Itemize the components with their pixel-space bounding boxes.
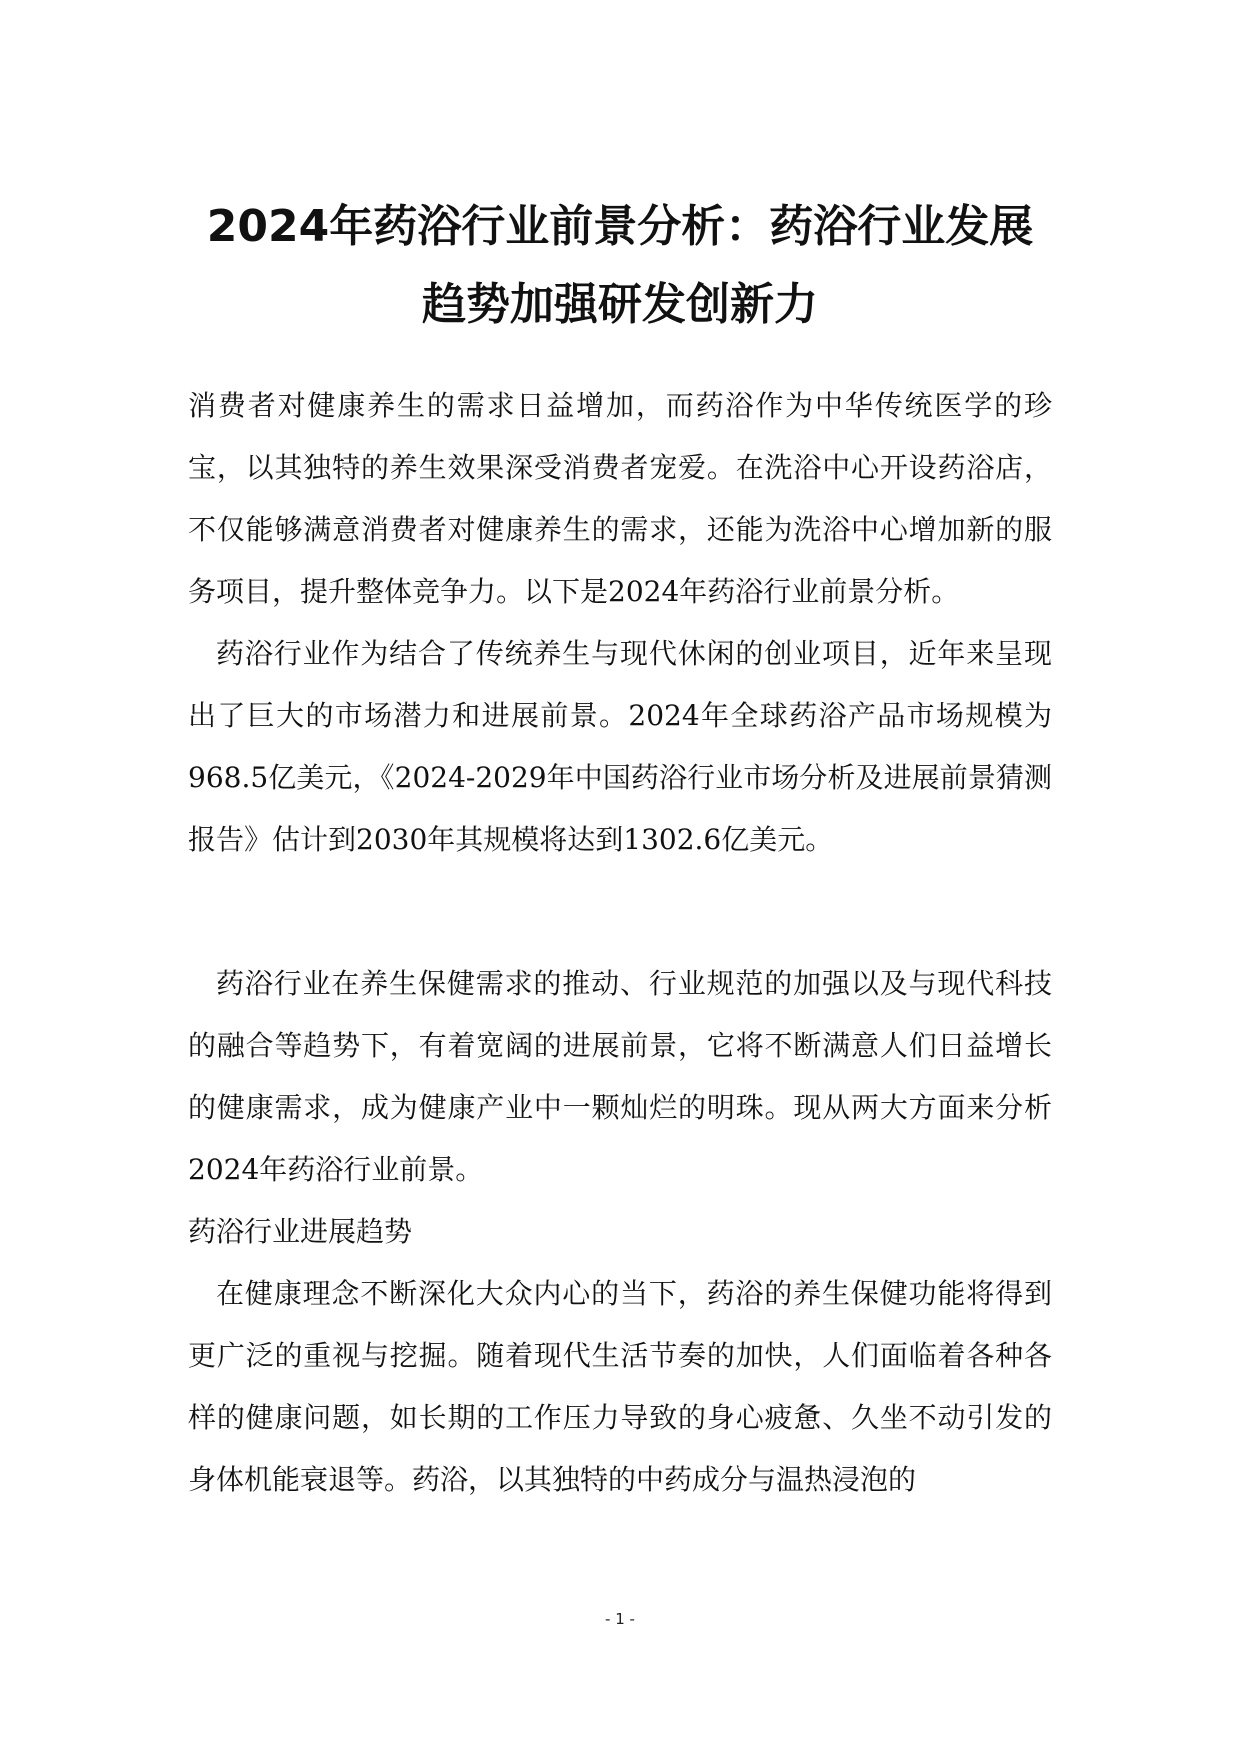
title-line-1: 2024年药浴行业前景分析：药浴行业发展 <box>206 201 1034 252</box>
title-line-2: 趋势加强研发创新力 <box>422 279 818 330</box>
outlook-paragraph: 药浴行业在养生保健需求的推动、行业规范的加强以及与现代科技的融合等趋势下，有着宽阔的进展前景，它将不断满意人们日益增长的健康需求，成为健康产业中一颗灿烂的明珠。现从两大方面来分析2024年药浴行业前景。 <box>188 967 1052 1186</box>
market-size-paragraph: 药浴行业作为结合了传统养生与现代休闲的创业项目，近年来呈现出了巨大的市场潜力和进展前景。2024年全球药浴产品市场规模为968.5亿美元，《2024-2029年中国药浴行业市场分析及进展前景猜测报告》估计到2030年其规模将达到1302.6亿美元。 <box>188 637 1052 856</box>
trend-paragraph: 在健康理念不断深化大众内心的当下，药浴的养生保健功能将得到更广泛的重视与挖掘。随着现代生活节奏的加快，人们面临着各种各样的健康问题，如长期的工作压力导致的身心疲惫、久坐不动引发的身体机能衰退等。药浴，以其独特的中药成分与温热浸泡的 <box>188 1277 1052 1496</box>
document-body <box>188 375 1052 1511</box>
paragraph-spacer <box>188 871 1052 953</box>
intro-paragraph: 消费者对健康养生的需求日益增加，而药浴作为中华传统医学的珍宝，以其独特的养生效果深受消费者宠爱。在洗浴中心开设药浴店，不仅能够满意消费者对健康养生的需求，还能为洗浴中心增加新的服务项目，提升整体竞争力。以下是2024年药浴行业前景分析。 <box>188 389 1052 608</box>
document-title <box>120 188 1120 344</box>
page-number: - 1 - <box>605 1610 635 1628</box>
section-heading: 药浴行业进展趋势 <box>188 1215 413 1248</box>
